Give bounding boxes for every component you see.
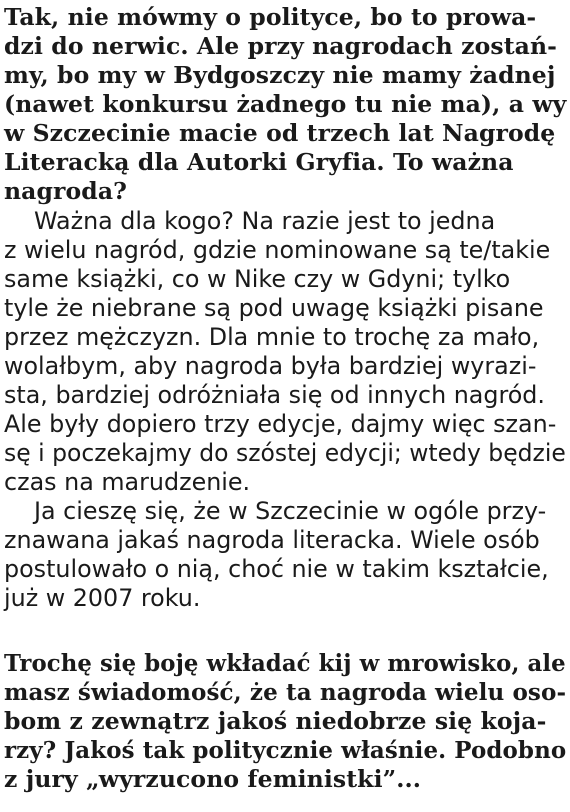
- answer-1-line: sę i poczekajmy do szóstej edycji; wtedy będzie: [4, 439, 566, 467]
- question-1-line: dzi do nerwic. Ale przy nagrodach zostań-: [4, 32, 558, 60]
- answer-1-line: same książki, co w Nike czy w Gdyni; tylko: [4, 265, 511, 293]
- question-2-line: rzy? Jakoś tak politycznie właśnie. Podobno: [4, 736, 567, 764]
- question-2-line: Trochę się boję wkładać kij w mrowisko, ale: [4, 649, 566, 677]
- question-1-line: Tak, nie mówmy o polityce, bo to prowa-: [4, 3, 537, 31]
- answer-1-line: postulowało o nią, choć nie w takim kształcie,: [4, 555, 549, 583]
- answer-1-line: z wielu nagród, gdzie nominowane są te/takie: [4, 236, 551, 264]
- answer-1-line: tyle że niebrane są pod uwagę książki pisane: [4, 294, 544, 322]
- answer-1-line: znawana jakaś nagroda literacka. Wiele osób: [4, 526, 540, 554]
- answer-1-line: sta, bardziej odróżniała się od innych nagród.: [4, 381, 545, 409]
- answer-1-line: Ale były dopiero trzy edycje, dajmy więc szan-: [4, 410, 557, 438]
- answer-1-line: już w 2007 roku.: [4, 584, 201, 612]
- question-1-line: (nawet konkursu żadnego tu nie ma), a wy: [4, 90, 567, 118]
- article-page: [4, 0, 566, 812]
- question-2-line: z jury „wyrzucono feministki”...: [4, 765, 422, 793]
- answer-1-line: Ważna dla kogo? Na razie jest to jedna: [34, 207, 496, 235]
- question-1-line: my, bo my w Bydgoszczy nie mamy żadnej: [4, 61, 556, 89]
- answer-1-line: wolałbym, aby nagroda była bardziej wyrazi-: [4, 352, 537, 380]
- answer-1-line: przez mężczyzn. Dla mnie to trochę za mało,: [4, 323, 540, 351]
- question-2-line: masz świadomość, że ta nagroda wielu oso-: [4, 678, 567, 706]
- question-1-line: w Szczecinie macie od trzech lat Nagrodę: [4, 119, 556, 147]
- question-1-line: Literacką dla Autorki Gryfia. To ważna: [4, 148, 514, 176]
- answer-1-line: czas na marudzenie.: [4, 468, 251, 496]
- question-1-line: nagroda?: [4, 177, 128, 205]
- question-2-line: bom z zewnątrz jakoś niedobrze się koja-: [4, 707, 547, 735]
- answer-1-line: Ja cieszę się, że w Szczecinie w ogóle przy-: [34, 497, 547, 525]
